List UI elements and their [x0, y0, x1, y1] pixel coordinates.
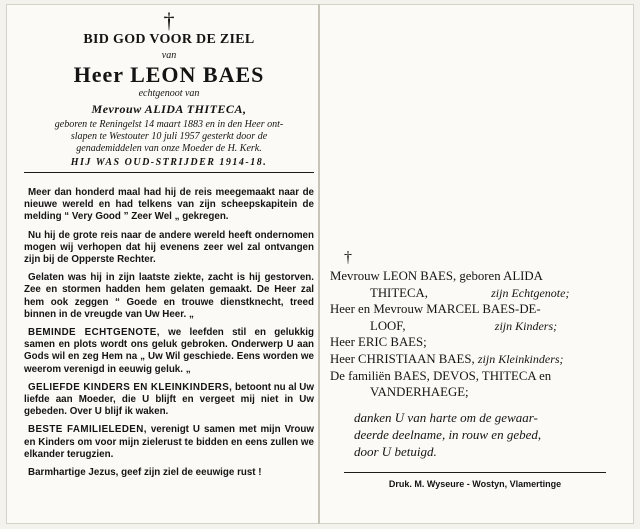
paragraph: GELIEFDE KINDERS EN KLEINKINDERS, betoont nu al Uw liefde aan Moeder, die U blijft en vergeet mij niet in Uw gebeden. Over U blijf ik waken. — [24, 381, 314, 418]
left-page — [24, 0, 314, 520]
divider — [344, 472, 606, 473]
birth-line: geboren te Reningelst 14 maart 1883 en in den Heer ont- — [54, 119, 284, 130]
veteran-line: HIJ WAS OUD-STRIJDER 1914-18. — [70, 157, 268, 168]
thanks-line: deerde deelname, in rouw en gebed, — [354, 426, 542, 442]
paragraph: Barmhartige Jezus, geef zijn ziel de eeuwige rust ! — [28, 467, 262, 479]
family-list — [330, 268, 620, 401]
birth-line: genademiddelen van onze Moeder de H. Kerk. — [76, 143, 262, 154]
divider — [24, 172, 314, 173]
paragraph-block — [24, 187, 314, 479]
van-label: van — [161, 50, 177, 61]
spouse-name: Mevrouw ALIDA THITECA, — [91, 102, 247, 116]
thanks-line: door U betuigd. — [354, 443, 437, 459]
family-line: De familiën BAES, DEVOS, THITECA en — [330, 368, 552, 383]
family-line: Heer ERIC BAES; — [330, 335, 427, 350]
family-line: VANDERHAEGE; — [370, 385, 469, 400]
card-fold-line — [318, 4, 320, 524]
paragraph: Meer dan honderd maal had hij de reis meegemaakt naar de nieuwe wereld en had telkens van zijn scheepskapitein de melding “ Very Good ” Zeer Wel „ gekregen. — [24, 187, 314, 223]
paragraph: Gelaten was hij in zijn laatste ziekte, zacht is hij gestorven. Zee en stormen hadden hem gelaten gemaakt. De Heer zal hem ook zeggen “ Goede en trouwe dienstknecht, treed binnen in de vreugde van Uw Heer. „ — [24, 272, 314, 320]
printer-credit: Druk. M. Wyseure - Wostyn, Vlamertinge — [388, 478, 562, 489]
paragraph: BESTE FAMILIELEDEN, verenigt U samen met mijn Vrouw en Kinders om voor mijn zielerust te bidden en eens zullen we elkander terugzien. — [24, 424, 314, 460]
cross-icon: † — [344, 249, 352, 266]
spouse-label: echtgenoot van — [138, 88, 200, 99]
family-line: LOOF, zijn Kinders; — [370, 318, 558, 333]
paragraph: Nu hij de grote reis naar de andere wereld heeft ondernomen mogen wij verhopen dat hij evenens zeer wel zal ontvangen zijn bij de Opperste Rechter. — [24, 229, 314, 266]
paragraph: BEMINDE ECHTGENOTE, we leefden stil en gelukkig samen en plots wordt ons geluk gebroken. Onderwerp U aan Gods wil en zeg Hem na „ Uw Wil geschiede. Eens worden we weerom verenigd in eeuwig geluk. „ — [24, 327, 315, 375]
birth-death-text — [24, 119, 314, 155]
prayer-heading: BID GOD VOOR DE ZIEL — [83, 32, 255, 47]
family-line: Heer CHRISTIAAN BAES, zijn Kleinkinders; — [330, 351, 564, 366]
cross-icon: † — [163, 8, 175, 33]
family-line: THITECA, zijn Echtgenote; — [370, 285, 570, 300]
family-line: Heer en Mevrouw MARCEL BAES-DE- — [330, 302, 541, 317]
right-page — [330, 0, 620, 520]
deceased-name: Heer LEON BAES — [73, 62, 265, 87]
family-line: Mevrouw LEON BAES, geboren ALIDA — [330, 269, 543, 283]
thanks-text — [330, 409, 620, 460]
birth-line: slapen te Westouter 10 juli 1957 gesterkt door de — [70, 131, 268, 142]
thanks-line: danken U van harte om de gewaar- — [354, 409, 538, 425]
